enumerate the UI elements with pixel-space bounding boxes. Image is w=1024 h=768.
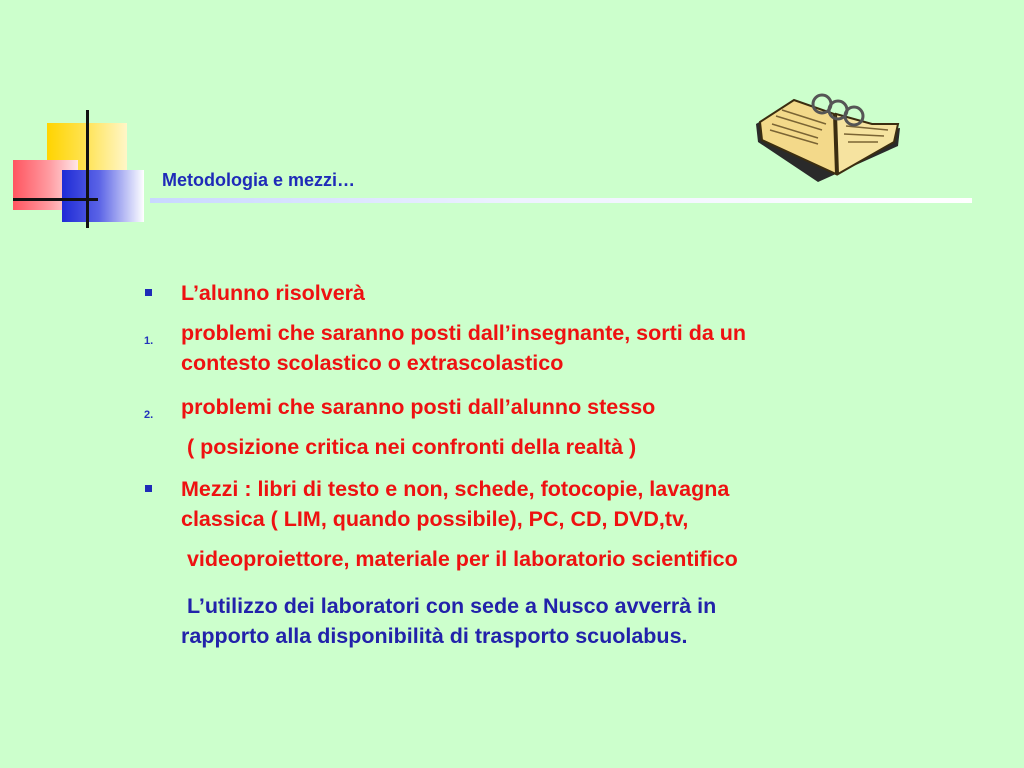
list-item-text: rapporto alla disponibilità di trasporto scuolabus. xyxy=(181,624,688,648)
list-item-text: problemi che saranno posti dall’insegnante, sorti da un xyxy=(181,321,747,345)
list-item-text: ( posizione critica nei confronti della realtà ) xyxy=(181,435,637,459)
decor-blue-square xyxy=(62,170,144,222)
title-underline xyxy=(150,198,972,203)
bullet-square-icon xyxy=(145,289,152,296)
list-number: 1. xyxy=(144,335,154,347)
decor-horizontal-line xyxy=(13,198,98,201)
list-item-text: videoproiettore, materiale per il laboratorio scientifico xyxy=(181,547,738,571)
list-item-5 xyxy=(181,474,981,574)
slide-title: Metodologia e mezzi… xyxy=(162,170,356,190)
list-item-text: L’utilizzo dei laboratori con sede a Nusco avverrà in xyxy=(181,594,717,618)
bullet-square-icon xyxy=(145,485,152,492)
list-item-6 xyxy=(181,591,981,651)
list-item-text: Mezzi : libri di testo e non, schede, fotocopie, lavagna xyxy=(181,477,730,501)
list-item-3 xyxy=(144,392,981,422)
decor-vertical-line xyxy=(86,110,89,228)
list-item-text: classica ( LIM, quando possibile), PC, CD, DVD,tv, xyxy=(181,507,689,531)
book-icon xyxy=(748,84,908,186)
list-number: 2. xyxy=(144,409,154,421)
list-item-4 xyxy=(181,432,981,462)
list-item-1 xyxy=(181,278,981,308)
list-item-text: problemi che saranno posti dall’alunno stesso xyxy=(181,395,656,419)
list-item-2 xyxy=(144,318,981,378)
list-item-text: contesto scolastico o extrascolastico xyxy=(181,351,564,375)
list-item-text: L’alunno risolverà xyxy=(181,281,365,305)
